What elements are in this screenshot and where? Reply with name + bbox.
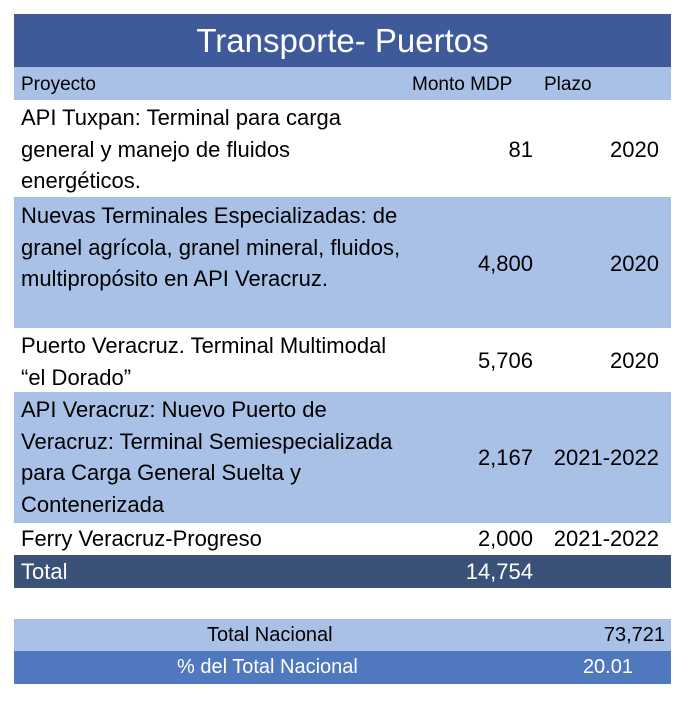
- table-row: [14, 392, 671, 523]
- table-row: [14, 100, 671, 197]
- row-plazo: 2020: [610, 137, 659, 162]
- total-nacional-row: [14, 619, 671, 651]
- row-proyecto: API Veracruz: Nuevo Puerto de Veracruz: Terminal Semiespecializada para Carga General Suelta y Contenerizada: [21, 397, 393, 517]
- total-nacional-value: 73,721: [603, 624, 665, 646]
- total-nacional-label: Total Nacional: [207, 624, 333, 646]
- table-header: [14, 67, 671, 100]
- porcentaje-value: 20.01: [582, 656, 633, 678]
- row-plazo: 2020: [610, 251, 659, 276]
- row-monto: 2,000: [477, 526, 533, 551]
- row-monto: 4,800: [477, 251, 533, 276]
- row-monto: 81: [508, 137, 533, 162]
- row-monto: 2,167: [477, 445, 533, 470]
- row-proyecto: API Tuxpan: Terminal para carga general y manejo de fluidos energéticos.: [21, 105, 341, 193]
- porcentaje-row: [14, 651, 671, 684]
- header-proyecto: Proyecto: [21, 74, 96, 95]
- table-row: [14, 197, 671, 328]
- table-title: Transporte- Puertos: [14, 14, 671, 67]
- row-proyecto: Nuevas Terminales Especializadas: de granel agrícola, granel mineral, fluidos, multipropósito en API Veracruz.: [21, 203, 401, 291]
- total-row: [14, 555, 671, 588]
- table-row: [14, 328, 671, 392]
- row-proyecto: Ferry Veracruz-Progreso: [21, 526, 262, 551]
- total-value: 14,754: [465, 559, 533, 584]
- table-row: [14, 523, 671, 555]
- porcentaje-label: % del Total Nacional: [177, 656, 358, 678]
- row-plazo: 2021-2022: [553, 445, 659, 470]
- header-monto: Monto MDP: [412, 74, 513, 95]
- header-plazo: Plazo: [544, 74, 592, 95]
- row-proyecto: Puerto Veracruz. Terminal Multimodal “el Dorado”: [21, 333, 387, 390]
- row-monto: 5,706: [477, 348, 533, 373]
- total-label: Total: [21, 559, 68, 584]
- row-plazo: 2020: [610, 348, 659, 373]
- row-plazo: 2021-2022: [553, 526, 659, 551]
